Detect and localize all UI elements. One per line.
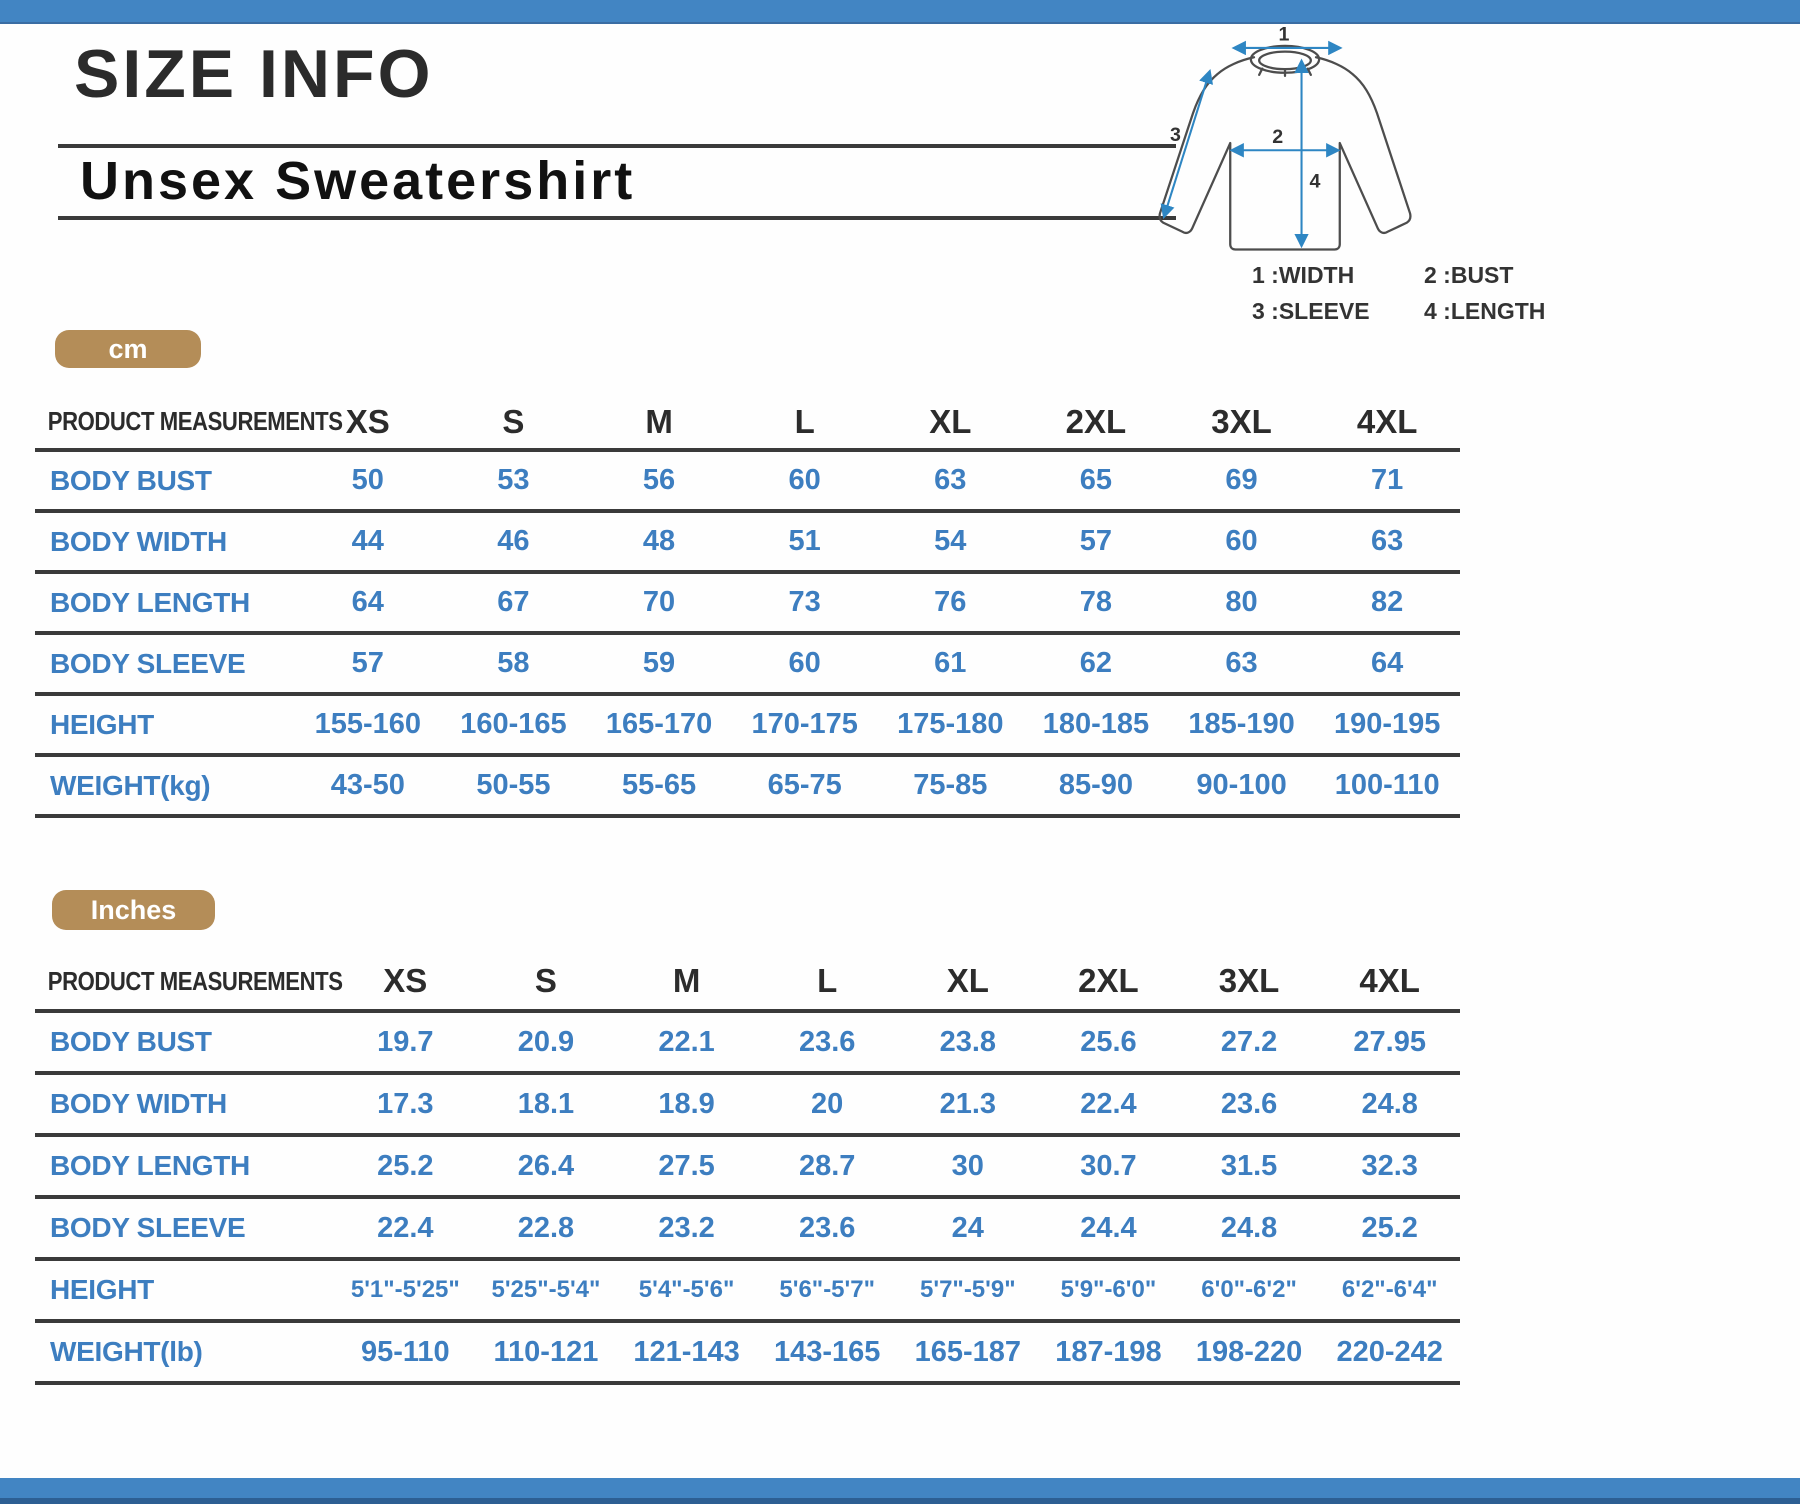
table-row-weight-lb- [35, 1323, 1460, 1385]
measurement-value: 63 [1225, 647, 1258, 679]
measurement-value: 32.3 [1361, 1149, 1418, 1182]
row-label: BODY WIDTH [50, 1088, 227, 1119]
legend-item-bust: 2 :BUST [1424, 262, 1514, 288]
product-name: Unsex Sweatershirt [80, 151, 636, 211]
measurement-value: 64 [351, 586, 384, 618]
size-column-header-4xl: 4XL [1359, 962, 1420, 999]
measurement-value: 18.9 [658, 1087, 715, 1120]
measurement-value: 64 [1371, 647, 1404, 679]
size-column-header-m: M [645, 402, 673, 440]
measurement-value: 5'7"-5'9" [920, 1276, 1016, 1303]
arrow-label-4: 4 [1309, 170, 1321, 193]
measurement-value: 60 [788, 647, 821, 679]
measurement-value: 27.95 [1353, 1025, 1426, 1058]
measurement-value: 24.4 [1080, 1211, 1137, 1244]
shirt-outline [1160, 57, 1411, 249]
row-label: HEIGHT [50, 1274, 154, 1305]
measurement-value: 59 [642, 647, 676, 679]
measurement-value: 121-143 [633, 1335, 740, 1368]
measurement-value: 165-170 [605, 708, 713, 740]
size-column-header-xl: XL [929, 402, 972, 440]
measurement-value: 51 [788, 525, 821, 557]
table-corner-label: PRODUCT MEASUREMENTS [47, 965, 343, 996]
measurement-value: 76 [934, 586, 967, 618]
measurement-value: 23.6 [798, 1025, 856, 1058]
measurement-value: 6'0"-6'2" [1201, 1276, 1297, 1303]
row-label: BODY SLEEVE [50, 647, 246, 679]
size-column-header-4xl: 4XL [1356, 402, 1418, 440]
table-row-body-width [35, 1075, 1460, 1137]
measurement-value: 43-50 [330, 769, 405, 801]
measurement-value: 187-198 [1055, 1335, 1162, 1368]
size-column-header-l: L [817, 962, 838, 999]
row-label: BODY BUST [50, 1026, 212, 1057]
measurement-value: 82 [1371, 586, 1404, 618]
table-row-weight-kg- [35, 757, 1460, 818]
legend-item-width: 1 :WIDTH [1252, 262, 1355, 288]
measurement-value: 23.2 [658, 1211, 715, 1244]
size-column-header-l: L [794, 402, 815, 440]
measurement-value: 30 [951, 1149, 984, 1182]
measurement-value: 30.7 [1080, 1149, 1137, 1182]
measurement-value: 100-110 [1334, 769, 1440, 801]
measurement-value: 198-220 [1195, 1335, 1303, 1368]
unit-badge-inches: Inches [52, 890, 215, 930]
size-column-header-2xl: 2XL [1078, 962, 1139, 999]
measurement-value: 165-187 [914, 1335, 1022, 1368]
row-label: HEIGHT [50, 708, 154, 740]
measurement-value: 190-195 [1333, 708, 1441, 740]
size-column-header-3xl: 3XL [1218, 962, 1280, 999]
table-header-row [35, 395, 1460, 452]
measurement-value: 53 [497, 464, 530, 496]
size-column-header-xl: XL [946, 962, 989, 999]
measurement-value: 71 [1371, 464, 1404, 496]
sweatshirt-diagram-icon [1130, 24, 1440, 260]
table-row-body-bust [35, 1013, 1460, 1075]
table-row-height [35, 696, 1460, 757]
legend-item-sleeve: 3 :SLEEVE [1252, 298, 1370, 324]
table-corner-label: PRODUCT MEASUREMENTS [47, 406, 343, 436]
measurement-value: 62 [1079, 647, 1113, 679]
measurement-value: 60 [788, 464, 821, 496]
size-column-header-xs: XS [383, 962, 428, 999]
measurement-value: 80 [1225, 586, 1258, 618]
measurement-value: 155-160 [314, 708, 422, 740]
size-column-header-xs: XS [345, 402, 390, 440]
table-row-body-sleeve [35, 1199, 1460, 1261]
size-table-inches [35, 953, 1460, 1385]
size-table-cm [35, 395, 1460, 818]
table-row-body-sleeve [35, 635, 1460, 696]
legend-item-length: 4 :LENGTH [1424, 298, 1546, 324]
measurement-value: 46 [497, 525, 530, 557]
measurement-value: 5'1"-5'25" [350, 1276, 460, 1303]
measurement-value: 21.3 [939, 1087, 997, 1120]
measurement-value: 78 [1079, 586, 1113, 618]
measurement-value: 6'2"-6'4" [1341, 1276, 1438, 1303]
measurement-value: 50-55 [476, 769, 551, 801]
row-label: WEIGHT(lb) [50, 1336, 203, 1367]
measurement-value: 22.4 [377, 1211, 434, 1244]
measurement-value: 27.5 [658, 1149, 715, 1182]
collar-inner [1259, 52, 1311, 70]
row-label: BODY LENGTH [50, 586, 250, 618]
measurement-value: 31.5 [1220, 1149, 1278, 1182]
measurement-value: 17.3 [377, 1087, 434, 1120]
measurement-value: 44 [351, 525, 384, 557]
measurement-value: 22.8 [517, 1211, 575, 1244]
measurement-value: 22.4 [1080, 1087, 1137, 1120]
measurement-value: 220-242 [1336, 1335, 1443, 1368]
measurement-value: 54 [934, 525, 967, 557]
measurement-value: 175-180 [897, 708, 1004, 740]
measurement-value: 24.8 [1220, 1211, 1278, 1244]
measurement-value: 170-175 [751, 708, 858, 740]
measurement-value: 5'25"-5'4" [491, 1276, 601, 1303]
measurement-value: 95-110 [360, 1335, 450, 1368]
measurement-value: 70 [642, 586, 676, 618]
measurement-value: 85-90 [1058, 769, 1134, 801]
measurement-value: 23.6 [798, 1211, 856, 1244]
measurement-value: 25.2 [377, 1149, 434, 1182]
measurement-value: 25.2 [1361, 1211, 1418, 1244]
measurement-value: 63 [1371, 525, 1404, 557]
measurement-value: 55-65 [621, 769, 697, 801]
measurement-value: 58 [497, 647, 530, 679]
measurement-value: 90-100 [1196, 769, 1287, 801]
title-divider-bottom [58, 216, 1176, 220]
row-label: WEIGHT(kg) [50, 769, 211, 801]
measurement-value: 67 [497, 586, 530, 618]
measurement-value: 19.7 [377, 1025, 434, 1058]
measurement-value: 23.8 [939, 1025, 997, 1058]
measurement-value: 20.9 [517, 1025, 575, 1058]
measurement-value: 61 [934, 647, 967, 679]
title-divider-top [58, 144, 1176, 148]
measurement-value: 28.7 [798, 1149, 856, 1182]
measurement-value: 56 [642, 464, 676, 496]
measurement-value: 73 [788, 586, 821, 618]
measurement-value: 5'6"-5'7" [779, 1276, 875, 1303]
measurement-value: 26.4 [517, 1149, 575, 1182]
table-row-body-length [35, 1137, 1460, 1199]
size-column-header-s: S [534, 962, 557, 999]
measurement-value: 20 [811, 1087, 844, 1120]
measurement-value: 160-165 [460, 708, 567, 740]
measurement-value: 69 [1225, 464, 1258, 496]
size-column-header-2xl: 2XL [1065, 402, 1127, 440]
measurement-value: 180-185 [1042, 708, 1150, 740]
size-column-header-m: M [672, 962, 701, 999]
table-row-body-length [35, 574, 1460, 635]
top-accent-bar [0, 0, 1800, 24]
row-label: BODY BUST [50, 464, 212, 496]
measurement-value: 75-85 [913, 769, 988, 801]
table-row-body-bust [35, 452, 1460, 513]
measurement-value: 110-121 [493, 1335, 599, 1368]
arrow-label-1: 1 [1278, 24, 1290, 46]
measurement-value: 18.1 [517, 1087, 575, 1120]
measurement-value: 57 [351, 647, 384, 679]
bottom-accent-bar [0, 1478, 1800, 1504]
measurement-legend [1252, 262, 1562, 325]
measurement-value: 65 [1079, 464, 1113, 496]
page-title: SIZE INFO [74, 36, 434, 112]
arrow-label-2: 2 [1272, 126, 1284, 149]
arrow-label-3: 3 [1170, 123, 1181, 146]
measurement-value: 60 [1225, 525, 1258, 557]
row-label: BODY WIDTH [50, 525, 227, 557]
measurement-value: 50 [351, 464, 384, 496]
measurement-value: 24 [951, 1211, 984, 1244]
row-label: BODY LENGTH [50, 1150, 250, 1181]
size-column-header-3xl: 3XL [1211, 402, 1272, 440]
measurement-value: 27.2 [1220, 1025, 1278, 1058]
size-column-header-s: S [502, 402, 525, 440]
measurement-value: 5'9"-6'0" [1060, 1276, 1157, 1303]
measurement-value: 25.6 [1080, 1025, 1137, 1058]
measurement-value: 65-75 [767, 769, 842, 801]
measurement-value: 24.8 [1361, 1087, 1418, 1120]
measurement-value: 48 [642, 525, 676, 557]
table-row-body-width [35, 513, 1460, 574]
table-row-height [35, 1261, 1460, 1323]
measurement-value: 57 [1079, 525, 1113, 557]
row-label: BODY SLEEVE [50, 1212, 246, 1243]
measurement-value: 23.6 [1220, 1087, 1278, 1120]
unit-badge-cm: cm [55, 330, 201, 368]
measurement-value: 5'4"-5'6" [638, 1276, 735, 1303]
measurement-value: 185-190 [1188, 708, 1295, 740]
measurement-value: 22.1 [658, 1025, 715, 1058]
measurement-value: 63 [934, 464, 967, 496]
measurement-value: 143-165 [773, 1335, 881, 1368]
table-header-row [35, 953, 1460, 1013]
